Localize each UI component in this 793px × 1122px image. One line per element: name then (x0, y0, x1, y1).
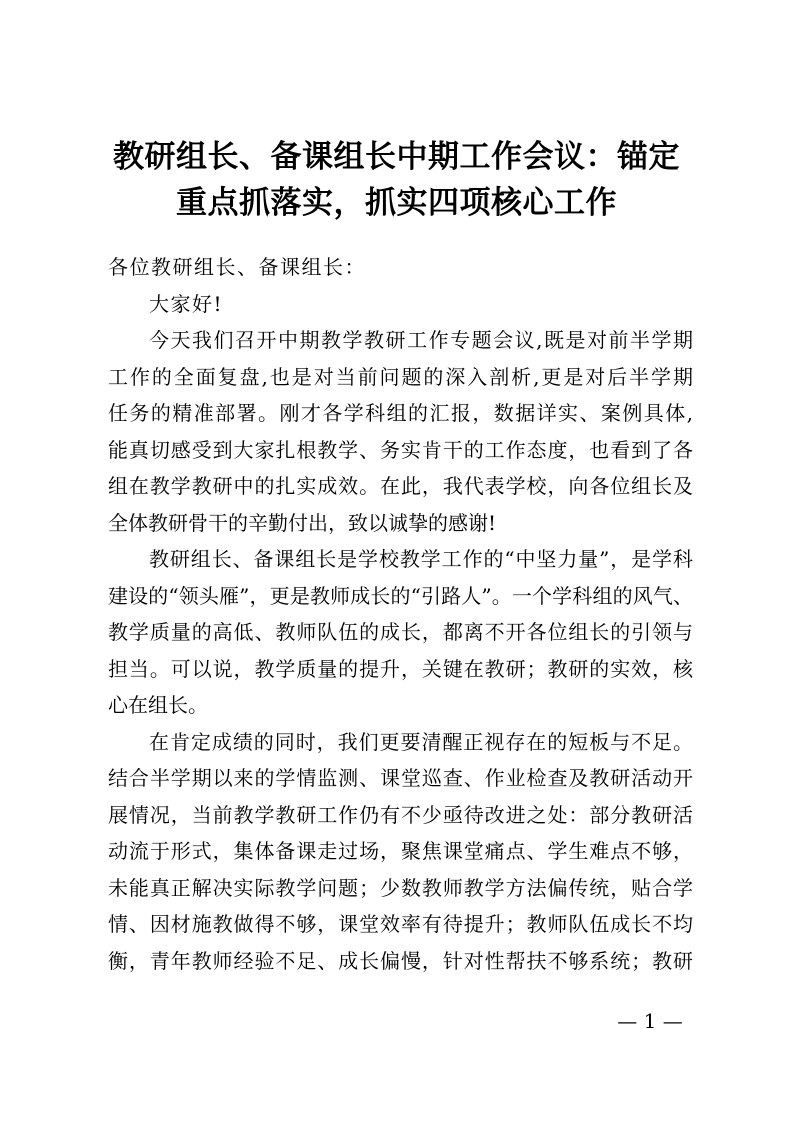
paragraph-line: 教研组长、备课组长是学校教学工作的“中坚力量”，是学科 (149, 547, 693, 571)
document-title (100, 134, 693, 226)
greeting (108, 286, 693, 323)
paragraph-line: 动流于形式，集体备课走过场，聚焦课堂痛点、学生难点不够， (108, 839, 693, 863)
salutation (108, 249, 693, 286)
title-line-2: 重点抓落实，抓实四项核心工作 (176, 185, 617, 221)
paragraph-line: 任务的精准部署。刚才各学科组的汇报，数据详实、案例具体, (108, 401, 693, 425)
greeting-text: 大家好! (149, 291, 224, 316)
paragraph-line: 今天我们召开中期教学教研工作专题会议,既是对前半学期 (149, 328, 693, 352)
page-number: — 1 — (617, 1009, 683, 1033)
title-line-1: 教研组长、备课组长中期工作会议：锚定 (113, 139, 680, 175)
paragraph-line: 在肯定成绩的同时，我们更要清醒正视存在的短板与不足。 (149, 729, 693, 754)
paragraph-1 (108, 322, 693, 541)
paragraph-3 (108, 724, 693, 980)
paragraph-line: 衡，青年教师经验不足、成长偏慢，针对性帮扶不够系统；教研 (108, 948, 693, 973)
salutation-text: 各位教研组长、备课组长： (108, 255, 366, 279)
paragraph-line: 未能真正解决实际教学问题；少数教师教学方法偏传统，贴合学 (108, 875, 693, 900)
document-body (108, 249, 693, 979)
paragraph-line: 教学质量的高低、教师队伍的成长，都离不开各位组长的引领与 (108, 620, 693, 644)
paragraph-line: 工作的全面复盘,也是对当前问题的深入剖析,更是对后半学期 (108, 364, 693, 389)
paragraph-line: 展情况，当前教学教研工作仍有不少亟待改进之处：部分教研活 (108, 802, 693, 827)
paragraph-line: 心在组长。 (108, 693, 208, 717)
paragraph-line: 结合半学期以来的学情监测、课堂巡查、作业检查及教研活动开 (108, 766, 693, 790)
paragraph-line: 担当。可以说，教学质量的提升，关键在教研；教研的实效，核 (108, 656, 693, 681)
paragraph-2 (108, 541, 693, 724)
paragraph-line: 能真切感受到大家扎根教学、务实肯干的工作态度，也看到了各 (108, 437, 693, 462)
paragraph-line: 组在教学教研中的扎实成效。在此，我代表学校，向各位组长及 (108, 474, 693, 498)
paragraph-line: 建设的“领头雁”，更是教师成长的“引路人”。一个学科组的风气、 (108, 583, 693, 608)
paragraph-line: 全体教研骨干的辛勤付出，致以诚挚的感谢! (108, 510, 497, 535)
paragraph-line: 情、因材施教做得不够，课堂效率有待提升；教师队伍成长不均 (108, 912, 693, 936)
